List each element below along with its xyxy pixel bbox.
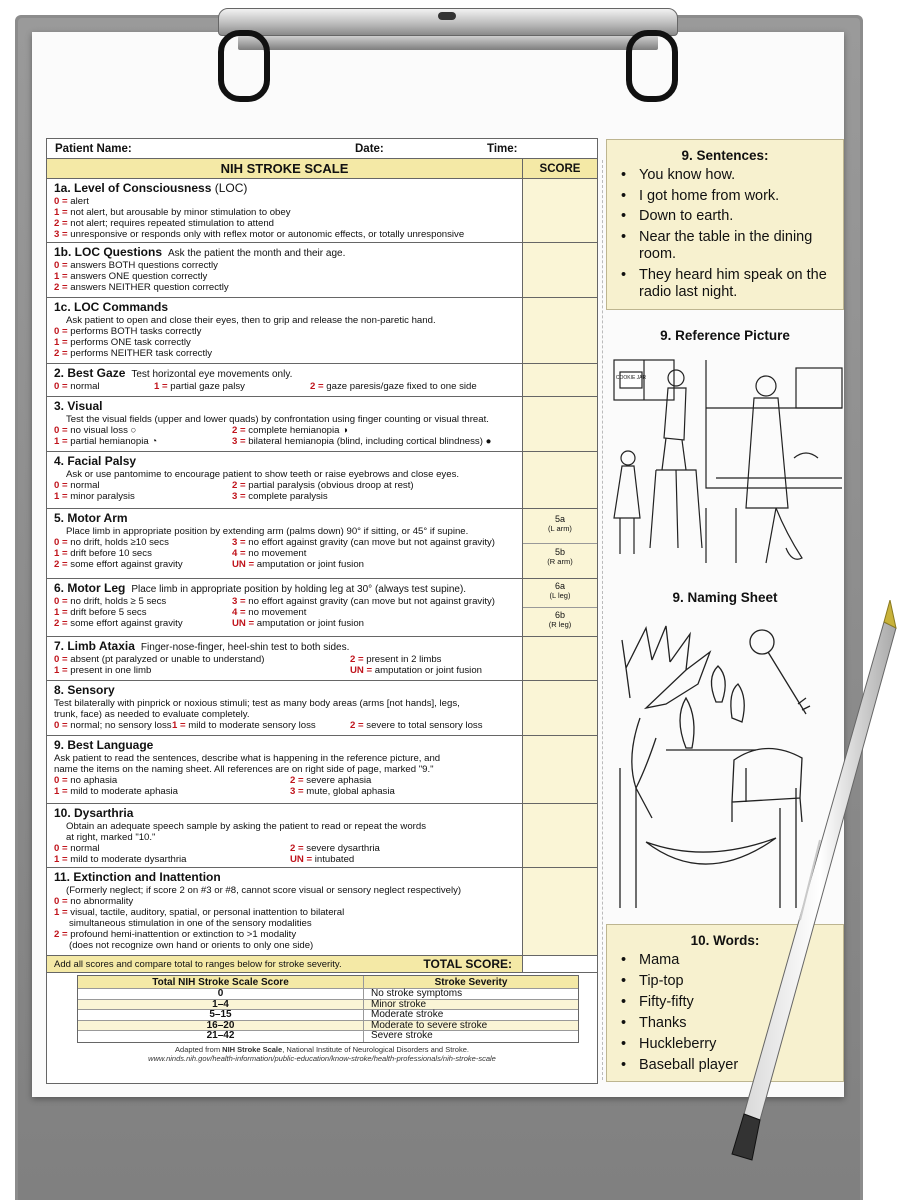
list-item: • Baseball player (621, 1057, 835, 1075)
option-text: performs NEITHER task correctly (67, 348, 213, 359)
item-arm-title: 5. Motor Arm (54, 511, 128, 525)
score-cell-9[interactable] (523, 736, 597, 803)
cabinet-lower (706, 508, 736, 563)
option-text: no visual loss ○ (67, 425, 137, 436)
item-loc-commands (47, 298, 597, 364)
option-number: 1 = (54, 337, 68, 348)
naming-sheet-title: 9. Naming Sheet (672, 590, 778, 605)
score-cell-5[interactable] (523, 509, 597, 578)
option-number: 1 = (54, 207, 68, 218)
option-number: 2 = (232, 425, 246, 436)
severity-range: 21–42 (78, 1031, 364, 1042)
option-text: no effort against gravity (can move but not against gravity) (245, 537, 495, 548)
girl-body (614, 466, 640, 518)
boy-leg (662, 438, 666, 470)
item-language-desc-1: Ask patient to read the sentences, describe what is happening in the reference picture, and (54, 753, 441, 764)
window (796, 368, 842, 408)
stool (650, 470, 702, 548)
option-number: 0 = (54, 326, 68, 337)
option-number: 3 = (290, 786, 304, 797)
clip-ring-left (218, 30, 270, 102)
option-number: 0 = (54, 896, 68, 907)
item-extinction-title: 11. Extinction and Inattention (54, 870, 221, 884)
item-sensory (47, 681, 597, 736)
option-text: mute, global aphasia (303, 786, 395, 797)
item-facial-title: 4. Facial Palsy (54, 454, 137, 468)
option-number: 0 = (54, 537, 68, 548)
option-number: 1 = (172, 720, 186, 731)
option-text: drift before 10 secs (67, 548, 152, 559)
total-score-row (47, 956, 597, 973)
reference-picture-title: 9. Reference Picture (660, 328, 790, 343)
list-item: • I got home from work. (621, 188, 835, 206)
patient-info-row (47, 139, 597, 159)
option-text: amputation or joint fusion (372, 665, 482, 676)
credit-prefix: Adapted from (175, 1044, 223, 1054)
item-sensory-title: 8. Sensory (54, 683, 115, 697)
mother-dress (746, 398, 788, 508)
option-text: answers NEITHER question correctly (67, 282, 229, 293)
option-number: 2 = (54, 559, 68, 570)
score-header: SCORE (539, 163, 581, 175)
option-text: normal (67, 843, 100, 854)
option-number: 0 = (54, 196, 68, 207)
table-row (78, 1010, 578, 1021)
option-number: 1 = (54, 271, 68, 282)
nih-stroke-scale-form (46, 138, 598, 1084)
option-number: 0 = (54, 425, 68, 436)
cactus (680, 698, 694, 748)
option-number: 2 = (54, 929, 68, 940)
total-note: Add all scores and compare total to ranges below for stroke severity. (54, 958, 342, 970)
total-score-label: TOTAL SCORE: (423, 957, 512, 971)
item-arm-desc: Place limb in appropriate position by extending arm (palms down) 90° if sitting, or 45° if supine. (66, 526, 469, 537)
item-visual-desc: Test the visual fields (upper and lower quads) by confrontation using finger counting or visual threat. (66, 414, 489, 425)
option-number: 1 = (54, 436, 68, 447)
sub-score-6a[interactable] (523, 582, 597, 600)
column-divider (602, 160, 603, 1080)
severity-label: Moderate to severe stroke (371, 1019, 488, 1031)
option-text: present in one limb (67, 665, 152, 676)
option-text: no movement (245, 607, 307, 618)
option-text: (does not recognize own hand or orients to only one side) (69, 940, 314, 951)
option-number: UN = (290, 854, 313, 865)
option-number: UN = (350, 665, 373, 676)
score-cell-6[interactable] (523, 579, 597, 636)
option-text: no drift, holds ≥ 5 secs (67, 596, 167, 607)
credit (47, 1045, 597, 1063)
pen-icon (700, 600, 900, 1190)
item-dysarthria (47, 804, 597, 868)
option-text: mild to moderate aphasia (67, 786, 178, 797)
item-language-title: 9. Best Language (54, 738, 154, 752)
option-number: 4 = (232, 548, 246, 559)
severity-label: Severe stroke (371, 1030, 433, 1041)
mother-head (756, 376, 776, 396)
option-text: no aphasia (67, 775, 118, 786)
option-text: no movement (245, 548, 307, 559)
form-title: NIH STROKE SCALE (47, 159, 523, 178)
credit-source: NIH Stroke Scale (222, 1044, 283, 1054)
table-row (78, 1000, 578, 1011)
item-locq-title: 1b. LOC Questions (54, 245, 163, 259)
option-number: 2 = (232, 480, 246, 491)
list-item: • You know how. (621, 167, 835, 185)
severity-table (77, 975, 579, 1043)
option-text: unresponsive or responds only with reflex motor or autonomic effects, or totally unresponsive (67, 229, 465, 240)
sentences-panel (606, 139, 844, 310)
option-text: absent (pt paralyzed or unable to understand) (67, 654, 265, 665)
severity-label: Minor stroke (371, 998, 427, 1010)
clip-ring-right (626, 30, 678, 102)
option-text: amputation or joint fusion (254, 618, 364, 629)
option-number: UN = (232, 618, 255, 629)
sub-score-5a[interactable] (523, 515, 597, 533)
item-loc-questions (47, 243, 597, 298)
score-cell-7[interactable] (523, 637, 597, 680)
option-text: complete paralysis (245, 491, 328, 502)
severity-range: 0 (78, 989, 364, 999)
sub-score-5b[interactable] (523, 543, 597, 566)
glove (622, 626, 710, 708)
item-facial-desc: Ask or use pantomime to encourage patient to show teeth or raise eyebrows and close eyes. (66, 469, 460, 480)
option-number: 2 = (290, 843, 304, 854)
item-gaze-title: 2. Best Gaze (54, 366, 126, 380)
option-number: 2 = (350, 654, 364, 665)
plate (794, 453, 818, 458)
option-text: bilateral hemianopia (blind, including cortical blindness) ● (245, 436, 492, 447)
form-title-row (47, 159, 597, 179)
option-number: 1 = (154, 381, 168, 392)
sub-score-6b[interactable] (523, 607, 597, 629)
option-text: performs ONE task correctly (67, 337, 191, 348)
option-text: profound hemi-inattention or extinction to >1 modality (67, 929, 297, 940)
option-number: 1 = (54, 907, 68, 918)
item-dysarthria-title: 10. Dysarthria (54, 806, 134, 820)
option-text: present in 2 limbs (363, 654, 442, 665)
item-locc-desc: Ask patient to open and close their eyes, then to grip and release the non-paretic hand. (66, 315, 436, 326)
option-number: 4 = (232, 607, 246, 618)
option-text: partial hemianopia ◔ (67, 436, 158, 447)
option-text: drift before 5 secs (67, 607, 147, 618)
option-text: answers BOTH questions correctly (67, 260, 218, 271)
option-number: 0 = (54, 480, 68, 491)
time-label[interactable]: Time: (487, 142, 518, 155)
table-row (78, 1021, 578, 1032)
option-text: no drift, holds ≥10 secs (67, 537, 169, 548)
list-item: • Huckleberry (621, 1036, 835, 1054)
option-number: 0 = (54, 654, 68, 665)
item-visual-title: 3. Visual (54, 399, 103, 413)
item-sensory-desc-1: Test bilaterally with pinprick or noxious stimuli; test as many body areas (arms [not hands], legs, (54, 698, 460, 709)
option-number: UN = (232, 559, 255, 570)
option-text: performs BOTH tasks correctly (67, 326, 202, 337)
option-number: 1 = (54, 548, 68, 559)
list-item: • Near the table in the dining room. (621, 229, 835, 264)
list-item: • Tip-top (621, 973, 835, 991)
option-text: visual, tactile, auditory, spatial, or personal inattention to bilateral (67, 907, 345, 918)
option-text: normal (67, 480, 100, 491)
option-text: intubated (312, 854, 355, 865)
option-text: no abnormality (67, 896, 134, 907)
list-item: • Fifty-fifty (621, 994, 835, 1012)
severity-range: 1–4 (78, 1000, 364, 1010)
option-number: 3 = (232, 537, 246, 548)
option-text: normal (67, 381, 100, 392)
item-locq-desc: Ask the patient the month and their age. (168, 248, 346, 259)
pen-cap (732, 1114, 760, 1160)
item-loc-title-suffix: (LOC) (211, 181, 248, 195)
item-best-gaze (47, 364, 597, 397)
sub-score-limb: (L arm) (548, 524, 572, 533)
option-number: 3 = (232, 491, 246, 502)
item-loc-title: 1a. Level of Consciousness (54, 181, 212, 195)
clipboard-clip (218, 0, 678, 110)
option-text: mild to moderate dysarthria (67, 854, 187, 865)
sub-score-label: 6a (554, 581, 565, 591)
item-dysarthria-desc-1: Obtain an adequate speech sample by asking the patient to read or repeat the words (66, 821, 426, 832)
words-title: 10. Words: (690, 933, 760, 948)
list-item: • Down to earth. (621, 208, 835, 226)
sub-score-label: 5a (554, 514, 565, 524)
table-row (78, 989, 578, 1000)
severity-table-header (78, 976, 578, 989)
option-number: 0 = (54, 596, 68, 607)
option-text: no effort against gravity (can move but not against gravity) (245, 596, 495, 607)
date-label[interactable]: Date: (355, 142, 384, 155)
item-best-language (47, 736, 597, 804)
boy-leg (682, 440, 686, 470)
option-number: 0 = (54, 381, 68, 392)
option-number: 3 = (54, 229, 68, 240)
sub-score-label: 6b (554, 610, 565, 620)
item-motor-leg (47, 579, 597, 637)
boy-body (664, 388, 686, 440)
option-text: some effort against gravity (67, 559, 183, 570)
reference-picture (606, 358, 844, 570)
severity-range: 16–20 (78, 1021, 364, 1031)
water-overflow (766, 508, 802, 563)
option-number: 1 = (54, 607, 68, 618)
item-ataxia-title: 7. Limb Ataxia (54, 639, 135, 653)
option-number: 2 = (54, 618, 68, 629)
boy-head (668, 370, 684, 386)
sentences-title: 9. Sentences: (681, 148, 769, 163)
option-text: complete hemianopia ◑ (245, 425, 348, 436)
option-text: severe aphasia (303, 775, 372, 786)
cookie-jar-label: COOKIE JAR (615, 375, 647, 381)
severity-header-severity: Stroke Severity (434, 977, 508, 988)
option-number: 2 = (54, 218, 68, 229)
option-number: 2 = (54, 348, 68, 359)
list-item: • Thanks (621, 1015, 835, 1033)
girl-head (621, 451, 635, 465)
item-locc-title: 1c. LOC Commands (54, 300, 169, 314)
sub-score-label: 5b (554, 547, 565, 557)
option-text: answers ONE question correctly (67, 271, 208, 282)
item-loc (47, 179, 597, 243)
option-number: 0 = (54, 843, 68, 854)
severity-label: No stroke symptoms (371, 988, 463, 999)
option-number: 2 = (54, 282, 68, 293)
option-number: 2 = (350, 720, 364, 731)
option-text: amputation or joint fusion (254, 559, 364, 570)
item-gaze-desc: Test horizontal eye movements only. (131, 369, 293, 380)
item-language-desc-2: name the items on the naming sheet. All references are on right side of page, marked "9." (54, 764, 434, 775)
table-row (78, 1031, 578, 1042)
tree-trunk (620, 768, 636, 908)
option-number: 1 = (54, 665, 68, 676)
sub-score-limb: (L leg) (549, 591, 571, 600)
item-motor-arm (47, 509, 597, 579)
option-text: partial gaze palsy (167, 381, 245, 392)
score-cell-3[interactable] (523, 397, 597, 451)
option-text: simultaneous stimulation in one of the sensory modalities (69, 918, 312, 929)
clip-hole (438, 12, 456, 20)
option-text: severe to total sensory loss (363, 720, 483, 731)
score-cell-4[interactable] (523, 452, 597, 508)
option-text: not alert, but arousable by minor stimulation to obey (67, 207, 291, 218)
option-text: minor paralysis (67, 491, 135, 502)
option-text: gaze paresis/gaze fixed to one side (323, 381, 477, 392)
severity-label: Moderate stroke (371, 1009, 444, 1020)
clip-bar (238, 36, 658, 50)
option-number: 0 = (54, 260, 68, 271)
sub-score-limb: (R leg) (548, 620, 572, 629)
option-number: 3 = (232, 436, 246, 447)
option-text: not alert; requires repeated stimulation to attend (67, 218, 274, 229)
score-cell-11[interactable] (523, 868, 597, 955)
option-text: normal; no sensory loss (67, 720, 172, 731)
item-limb-ataxia (47, 637, 597, 681)
item-dysarthria-desc-2: at right, marked "10." (66, 832, 156, 843)
option-number: 1 = (54, 786, 68, 797)
item-sensory-desc-2: trunk, face) as needed to evaluate completely. (54, 709, 250, 720)
option-number: 0 = (54, 775, 68, 786)
list-item: • Mama (621, 952, 835, 970)
severity-range: 5–15 (78, 1010, 364, 1020)
score-cell-1a[interactable] (523, 179, 597, 242)
option-number: 2 = (310, 381, 324, 392)
item-extinction-inattention (47, 868, 597, 956)
patient-name-label[interactable]: Patient Name: (55, 142, 132, 155)
option-text: mild to moderate sensory loss (185, 720, 316, 731)
total-score-cell[interactable] (523, 956, 597, 972)
option-text: severe dysarthria (303, 843, 380, 854)
score-cell-1b[interactable] (523, 243, 597, 297)
credit-suffix: , National Institute of Neurological Disorders and Stroke. (282, 1044, 469, 1054)
option-text: some effort against gravity (67, 618, 183, 629)
option-text: alert (67, 196, 89, 207)
option-number: 2 = (290, 775, 304, 786)
score-cell-10[interactable] (523, 804, 597, 867)
item-extinction-desc: (Formerly neglect; if score 2 on #3 or #8, cannot score visual or sensory neglect respectively) (66, 885, 462, 896)
option-number: 1 = (54, 491, 68, 502)
option-number: 0 = (54, 720, 68, 731)
credit-url[interactable]: www.ninds.nih.gov/health-information/public-education/know-stroke/health-professionals/nih-stroke-scale (148, 1053, 496, 1063)
item-leg-title: 6. Motor Leg (54, 581, 126, 595)
sub-score-limb: (R arm) (547, 557, 573, 566)
item-leg-desc: Place limb in appropriate position by holding leg at 30° (always test supine). (131, 584, 467, 595)
item-ataxia-desc: Finger-nose-finger, heel-shin test to both sides. (140, 642, 350, 653)
score-cell-1c[interactable] (523, 298, 597, 363)
score-cell-2[interactable] (523, 364, 597, 396)
option-text: partial paralysis (obvious droop at rest) (245, 480, 414, 491)
option-number: 3 = (232, 596, 246, 607)
item-visual (47, 397, 597, 452)
list-item: • They heard him speak on the radio last night. (621, 267, 835, 302)
option-number: 1 = (54, 854, 68, 865)
score-cell-8[interactable] (523, 681, 597, 735)
item-facial-palsy (47, 452, 597, 509)
pen-barrel (744, 622, 896, 1120)
severity-header-score: Total NIH Stroke Scale Score (78, 976, 364, 988)
